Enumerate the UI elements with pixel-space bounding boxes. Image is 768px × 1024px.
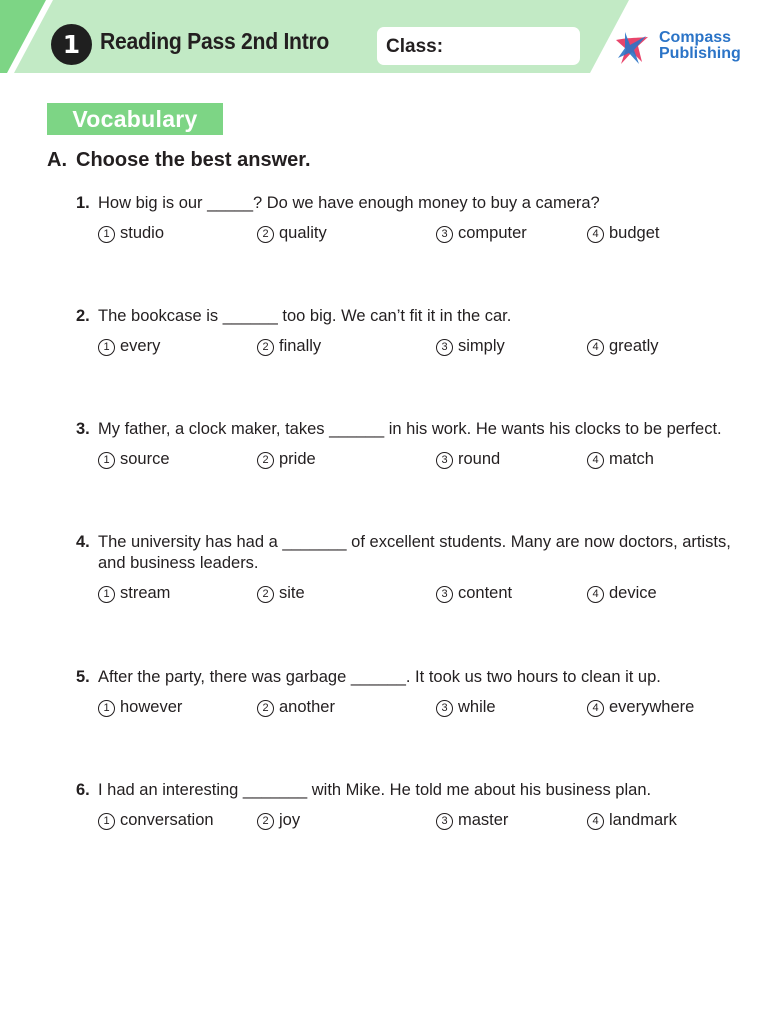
- answer-option[interactable]: [587, 811, 677, 830]
- answer-option[interactable]: [98, 584, 170, 603]
- instruction-text: Choose the best answer.: [76, 149, 311, 171]
- option-label: site: [279, 584, 305, 602]
- question-text: My father, a clock maker, takes ______ in his work. He wants his clocks to be perfect.: [98, 420, 722, 438]
- answer-option[interactable]: [587, 450, 654, 469]
- option-number-circle: 1: [98, 452, 115, 469]
- answer-option[interactable]: [587, 337, 659, 356]
- option-number-circle: 1: [98, 586, 115, 603]
- option-label: greatly: [609, 337, 659, 355]
- option-label: while: [458, 698, 496, 716]
- option-label: landmark: [609, 811, 677, 829]
- answer-option[interactable]: [98, 698, 182, 717]
- logo-line-2: Publishing: [659, 45, 741, 62]
- option-label: studio: [120, 224, 165, 242]
- answer-option[interactable]: [98, 811, 214, 830]
- question-text: The university has had a _______ of excellent students. Many are now doctors, artists, and business leaders.: [98, 533, 731, 572]
- answer-option[interactable]: [98, 224, 164, 243]
- option-label: joy: [279, 811, 301, 829]
- publisher-logo: [612, 26, 752, 70]
- option-label: however: [120, 698, 183, 716]
- option-number-circle: 2: [257, 339, 274, 356]
- option-label: computer: [458, 224, 527, 242]
- star-logo-icon: [612, 28, 654, 68]
- option-label: master: [458, 811, 509, 829]
- option-number-circle: 2: [257, 226, 274, 243]
- question-stem: [76, 667, 756, 688]
- logo-line-1: Compass: [659, 29, 732, 46]
- option-number-circle: 4: [587, 226, 604, 243]
- question-stem: [76, 532, 756, 574]
- question-stem: [76, 780, 756, 801]
- instruction-letter: A.: [47, 149, 67, 171]
- option-number-circle: 1: [98, 700, 115, 717]
- answer-options: [76, 450, 756, 472]
- question-number: 3.: [76, 420, 90, 438]
- option-number-circle: 2: [257, 813, 274, 830]
- answer-option[interactable]: [257, 450, 316, 469]
- answer-options: [76, 337, 756, 359]
- question-text: How big is our _____? Do we have enough money to buy a camera?: [98, 194, 600, 212]
- question-number: 4.: [76, 533, 90, 551]
- instruction-heading: [47, 149, 311, 172]
- answer-option[interactable]: [257, 811, 300, 830]
- answer-options: [76, 811, 756, 833]
- answer-option[interactable]: [257, 337, 321, 356]
- question-item: [76, 780, 756, 833]
- option-label: finally: [279, 337, 322, 355]
- option-label: stream: [120, 584, 171, 602]
- answer-options: [76, 698, 756, 720]
- option-number-circle: 3: [436, 226, 453, 243]
- option-label: match: [609, 450, 654, 468]
- question-text: I had an interesting _______ with Mike. He told me about his business plan.: [98, 781, 652, 799]
- question-stem: [76, 306, 756, 327]
- book-title: Reading Pass 2nd Intro: [100, 28, 330, 54]
- answer-option[interactable]: [436, 811, 508, 830]
- option-number-circle: 2: [257, 452, 274, 469]
- option-label: every: [120, 337, 161, 355]
- option-number-circle: 3: [436, 586, 453, 603]
- question-item: [76, 667, 756, 720]
- option-label: pride: [279, 450, 316, 468]
- option-label: round: [458, 450, 501, 468]
- logo-wordmark: [659, 30, 741, 62]
- answer-option[interactable]: [587, 224, 659, 243]
- option-number-circle: 4: [587, 813, 604, 830]
- option-number-circle: 1: [98, 226, 115, 243]
- option-number-circle: 1: [98, 813, 115, 830]
- option-label: everywhere: [609, 698, 695, 716]
- question-item: [76, 419, 756, 472]
- option-number-circle: 4: [587, 700, 604, 717]
- option-label: simply: [458, 337, 505, 355]
- answer-option[interactable]: [98, 450, 170, 469]
- question-item: [76, 193, 756, 246]
- answer-option[interactable]: [436, 698, 496, 717]
- option-label: quality: [279, 224, 327, 242]
- answer-option[interactable]: [257, 584, 305, 603]
- unit-number-badge: 1: [51, 24, 92, 65]
- answer-option[interactable]: [98, 337, 160, 356]
- option-number-circle: 3: [436, 700, 453, 717]
- question-text: The bookcase is ______ too big. We can’t fit it in the car.: [98, 307, 512, 325]
- option-number-circle: 4: [587, 452, 604, 469]
- question-number: 5.: [76, 668, 90, 686]
- question-text: After the party, there was garbage ______. It took us two hours to clean it up.: [98, 668, 661, 686]
- option-label: budget: [609, 224, 660, 242]
- option-label: content: [458, 584, 513, 602]
- option-number-circle: 3: [436, 339, 453, 356]
- option-label: conversation: [120, 811, 214, 829]
- question-number: 1.: [76, 194, 90, 212]
- answer-option[interactable]: [436, 450, 500, 469]
- question-stem: [76, 419, 756, 440]
- option-number-circle: 3: [436, 452, 453, 469]
- answer-option[interactable]: [587, 698, 694, 717]
- question-number: 2.: [76, 307, 90, 325]
- question-item: [76, 306, 756, 359]
- option-number-circle: 1: [98, 339, 115, 356]
- option-number-circle: 3: [436, 813, 453, 830]
- worksheet-header: [0, 0, 768, 78]
- option-number-circle: 4: [587, 339, 604, 356]
- answer-options: [76, 224, 756, 246]
- option-label: device: [609, 584, 657, 602]
- question-item: [76, 532, 756, 606]
- answer-option[interactable]: [257, 224, 327, 243]
- answer-options: [76, 584, 756, 606]
- option-number-circle: 2: [257, 700, 274, 717]
- answer-option[interactable]: [436, 337, 505, 356]
- question-stem: [76, 193, 756, 214]
- option-number-circle: 2: [257, 586, 274, 603]
- class-field[interactable]: [377, 27, 580, 65]
- question-number: 6.: [76, 781, 90, 799]
- option-label: another: [279, 698, 335, 716]
- option-label: source: [120, 450, 170, 468]
- answer-option[interactable]: [257, 698, 335, 717]
- answer-option[interactable]: [587, 584, 657, 603]
- answer-option[interactable]: [436, 584, 512, 603]
- section-tag: Vocabulary: [47, 103, 223, 135]
- answer-option[interactable]: [436, 224, 527, 243]
- class-label: Class:: [386, 36, 444, 57]
- option-number-circle: 4: [587, 586, 604, 603]
